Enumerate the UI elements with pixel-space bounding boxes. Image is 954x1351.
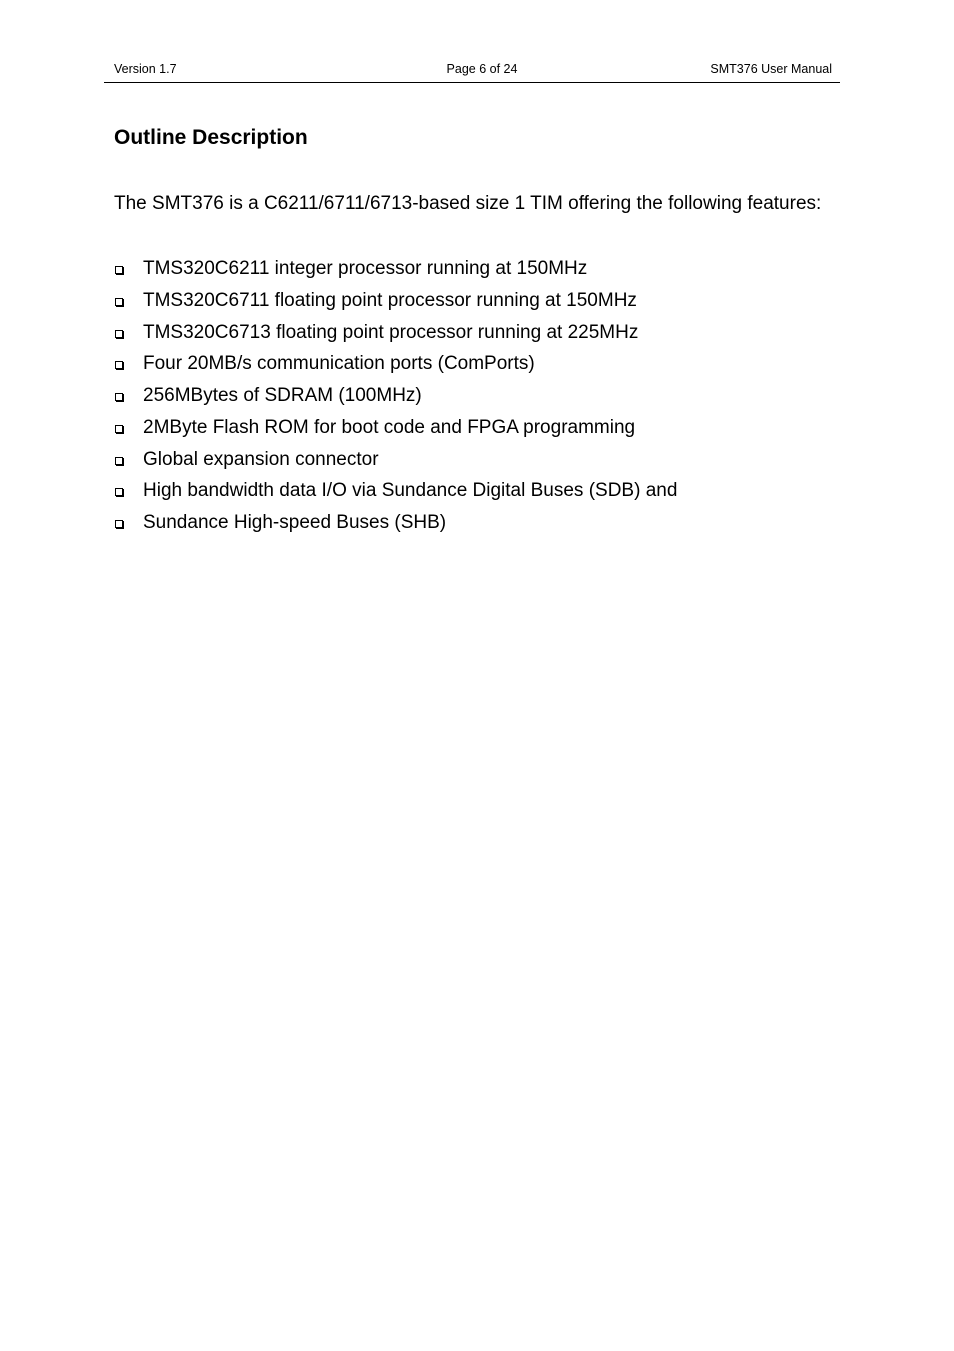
list-item-text: Sundance High-speed Buses (SHB) — [143, 512, 447, 533]
list-item-text: Four 20MB/s communication ports (ComPorts) — [143, 353, 535, 375]
list-item-text: TMS320C6711 floating point processor running at 150MHz — [143, 289, 637, 311]
square-bullet-icon — [115, 488, 123, 496]
page-header — [104, 60, 840, 83]
square-bullet-icon — [115, 266, 123, 274]
square-bullet-icon — [115, 330, 123, 338]
square-bullet-icon — [115, 457, 123, 465]
list-item-text: High bandwidth data I/O via Sundance Digital Buses (SDB) and — [143, 480, 678, 502]
square-bullet-icon — [115, 520, 123, 528]
intro-paragraph: The SMT376 is a C6211/6711/6713-based size 1 TIM offering the following features: — [114, 193, 822, 214]
list-item-text: 2MByte Flash ROM for boot code and FPGA programming — [143, 416, 636, 438]
list-item-text: 256MBytes of SDRAM (100MHz) — [143, 385, 422, 406]
square-bullet-icon — [115, 298, 123, 306]
section-title: Outline Description — [114, 126, 308, 149]
square-bullet-icon — [115, 393, 123, 401]
list-item-text: TMS320C6713 floating point processor running at 225MHz — [143, 321, 639, 343]
square-bullet-icon — [115, 361, 123, 369]
header-page-number: Page 6 of 24 — [446, 62, 518, 76]
list-item-text: TMS320C6211 integer processor running at 150MHz — [143, 258, 588, 279]
list-item-text: Global expansion connector — [143, 448, 379, 470]
square-bullet-icon — [115, 425, 123, 433]
header-document-title: SMT376 User Manual — [710, 62, 832, 76]
header-version: Version 1.7 — [114, 62, 177, 76]
